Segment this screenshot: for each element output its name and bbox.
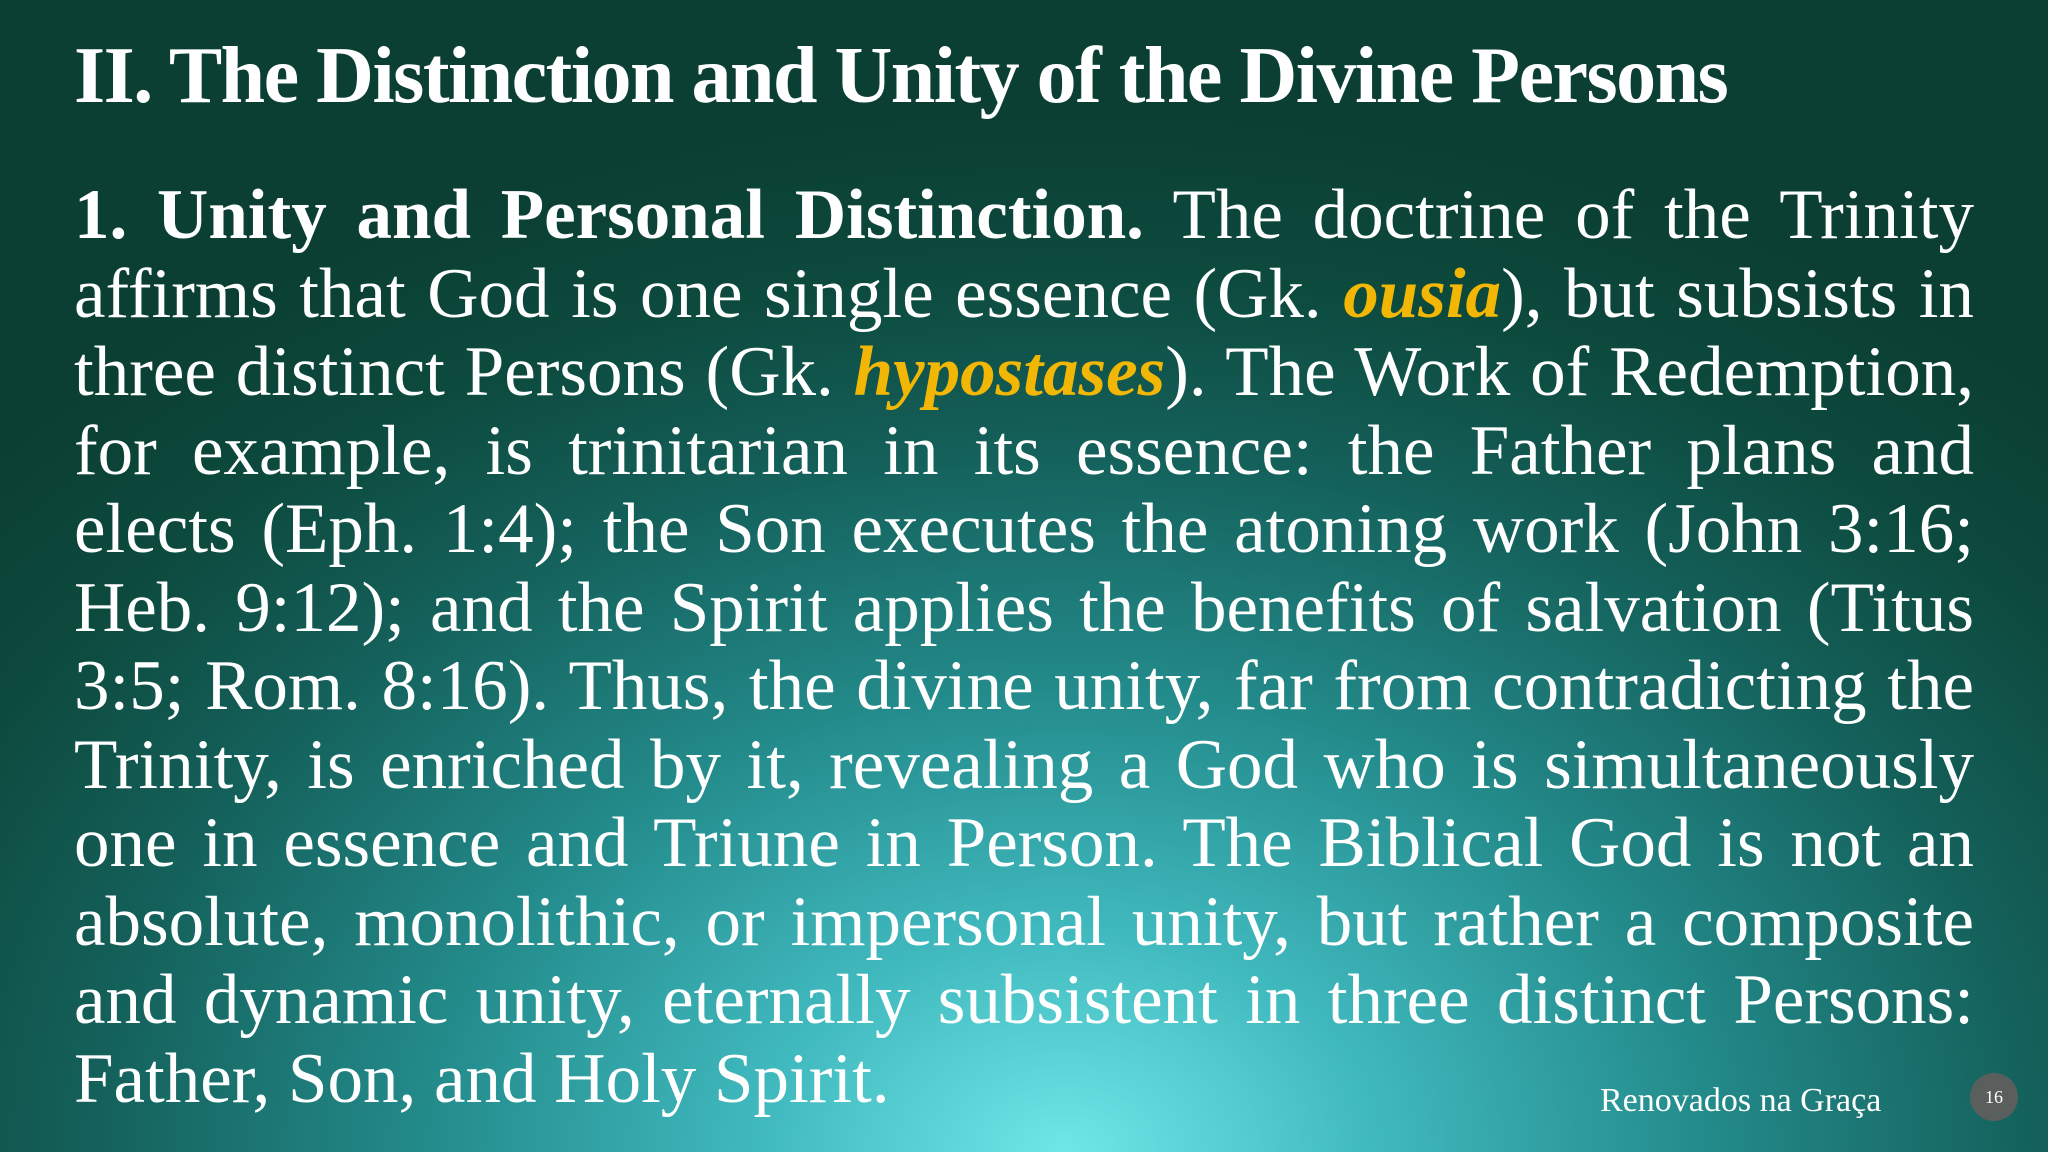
section-heading: 1. Unity and Personal Distinction.: [74, 176, 1144, 254]
body-text-part-2: ), but subsists in three distinct Persons (Gk.: [74, 254, 1974, 411]
term-ousia: ousia: [1343, 254, 1502, 333]
slide-body-paragraph: [74, 176, 1974, 1118]
slide-title: II. The Distinction and Unity of the Divine Persons: [74, 32, 1728, 120]
body-text-part-3: ). The Work of Redemption, for example, is trinitarian in its essence: the Father plans and elects (Eph. 1:4); the Son executes the atoning work (John 3:16; Heb. 9:12); and the Spirit applies the benefits of salvation (Titus 3:5; Rom. 8:16). Thus, the divine unity, far from contradicting the Trinity, is enriched by it, revealing a God who is simultaneously one in essence and Triune in Person. The Biblical God is not an absolute, monolithic, or impersonal unity, but rather a composite and dynamic unity, eternally subsistent in three distinct Persons: Father, Son, and Holy Spirit.: [74, 333, 1975, 1118]
term-hypostases: hypostases: [853, 333, 1166, 411]
body-text-part-1: The doctrine of the Trinity affirms that God is one single essence (Gk.: [74, 176, 1974, 333]
page-number-badge: 16: [1970, 1073, 2018, 1121]
footer-brand: Renovados na Graça: [1600, 1082, 1882, 1119]
